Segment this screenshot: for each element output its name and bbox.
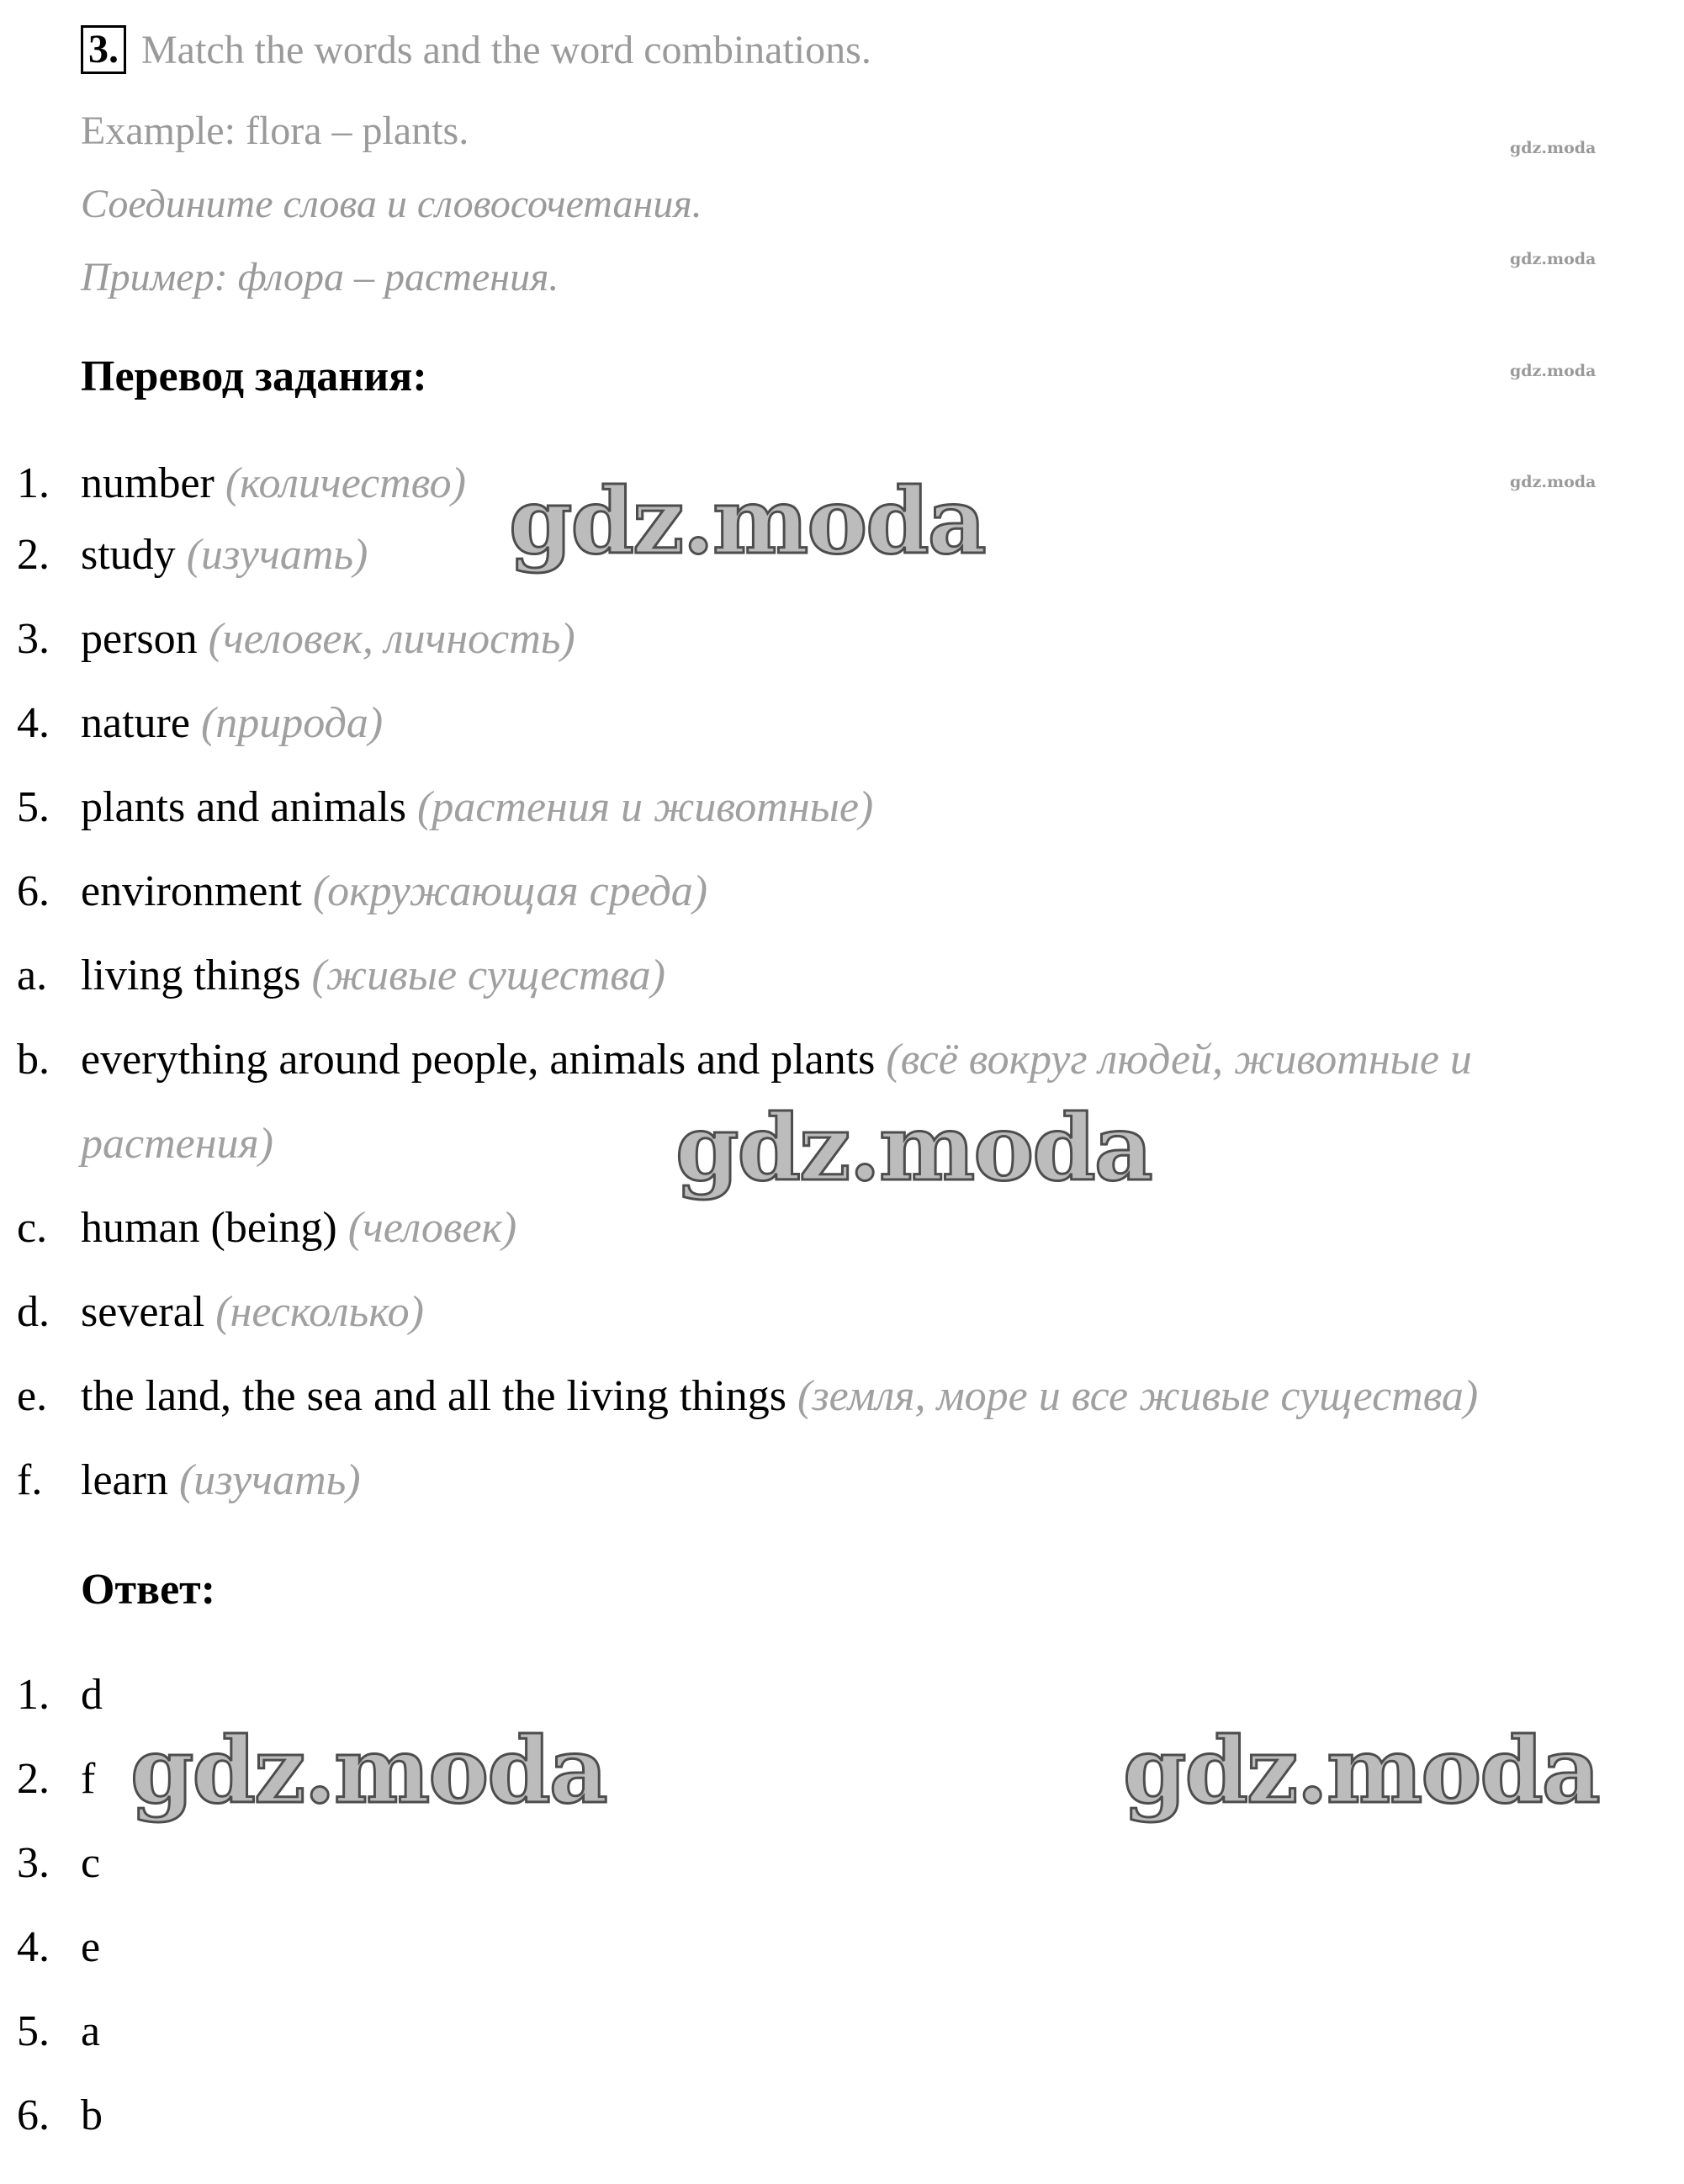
answer-value: e (81, 1923, 101, 1971)
item-translation: (человек) (347, 1204, 517, 1252)
item-word: plants and animals (81, 783, 407, 831)
watermark-large: gdz.moda (1123, 1718, 1599, 1824)
item-word: study (81, 531, 176, 579)
item-translation: (изучать) (178, 1456, 361, 1504)
answer-item (17, 1922, 100, 1973)
item-translation: (растения и животные) (417, 783, 874, 831)
item-marker: c. (17, 1204, 48, 1252)
watermark-large: gdz.moda (675, 1095, 1152, 1201)
task-instruction: Match the words and the word combinations. (141, 27, 871, 72)
list-item (17, 459, 466, 509)
task-header (81, 25, 871, 74)
item-translation: (изучать) (186, 531, 368, 579)
item-translation: (количество) (225, 459, 466, 507)
watermark-large: gdz.moda (130, 1718, 606, 1824)
item-word: everything around people, animals and plants (81, 1036, 876, 1084)
item-marker: f. (17, 1456, 43, 1504)
item-word: learn (81, 1456, 168, 1504)
answer-value: d (81, 1671, 103, 1719)
item-marker: 3. (17, 615, 50, 663)
task-example-ru: Пример: флора – растения. (81, 255, 559, 300)
item-word: number (81, 459, 214, 507)
watermark-large: gdz.moda (509, 469, 985, 575)
list-item (17, 867, 707, 917)
answer-item (17, 2006, 100, 2057)
list-item (17, 1287, 424, 1338)
answer-value: a (81, 2007, 101, 2055)
task-instruction-ru: Соедините слова и словосочетания. (81, 182, 702, 226)
answer-item (17, 1670, 103, 1720)
watermark-small: gdz.moda (1510, 473, 1597, 491)
item-word: nature (81, 699, 190, 747)
answer-value: c (81, 1839, 101, 1887)
item-marker: 5. (17, 783, 50, 831)
task-example: Example: flora – plants. (81, 109, 469, 153)
task-number: 3. (81, 25, 126, 74)
answer-value: f (81, 1755, 96, 1803)
answer-marker: 6. (17, 2091, 50, 2139)
translation-heading: Перевод задания: (81, 353, 427, 400)
list-item (17, 951, 665, 1001)
item-translation: (природа) (200, 699, 384, 747)
item-marker: 2. (17, 531, 50, 579)
item-translation: (всё вокруг людей, животные и (886, 1036, 1472, 1084)
answer-marker: 2. (17, 1755, 50, 1803)
list-item (17, 530, 368, 580)
answer-item (17, 1838, 100, 1889)
item-word: human (being) (81, 1204, 337, 1252)
list-item (17, 698, 383, 749)
item-marker: d. (17, 1288, 50, 1336)
item-translation: (окружающая среда) (312, 867, 708, 915)
answer-value: b (81, 2091, 103, 2139)
item-marker: a. (17, 952, 48, 999)
list-item (17, 1203, 516, 1254)
item-translation-continuation: растения) (81, 1120, 273, 1168)
item-translation: (человек, личность) (208, 615, 575, 663)
answer-marker: 3. (17, 1839, 50, 1887)
list-item (17, 782, 873, 833)
item-marker: b. (17, 1036, 50, 1084)
list-item (17, 614, 575, 665)
item-marker: e. (17, 1372, 48, 1420)
item-word: several (81, 1288, 205, 1336)
item-word: person (81, 615, 198, 663)
answer-item (17, 2091, 103, 2141)
item-word: environment (81, 867, 302, 915)
answer-marker: 4. (17, 1923, 50, 1971)
item-word: the land, the sea and all the living things (81, 1372, 787, 1420)
list-item (17, 1371, 1478, 1422)
answer-marker: 5. (17, 2007, 50, 2055)
item-translation: (несколько) (215, 1288, 424, 1336)
list-item (17, 1035, 1472, 1085)
item-word: living things (81, 952, 301, 999)
item-translation: (земля, море и все живые существа) (797, 1372, 1479, 1420)
item-marker: 4. (17, 699, 50, 747)
watermark-small: gdz.moda (1510, 250, 1597, 268)
watermark-small: gdz.moda (1510, 362, 1597, 380)
item-translation: (живые существа) (311, 952, 665, 999)
answer-item (17, 1754, 95, 1805)
answer-marker: 1. (17, 1671, 50, 1719)
watermark-small: gdz.moda (1510, 139, 1597, 157)
item-marker: 1. (17, 459, 50, 507)
answer-heading: Ответ: (81, 1566, 216, 1614)
list-item (17, 1455, 361, 1506)
item-marker: 6. (17, 867, 50, 915)
